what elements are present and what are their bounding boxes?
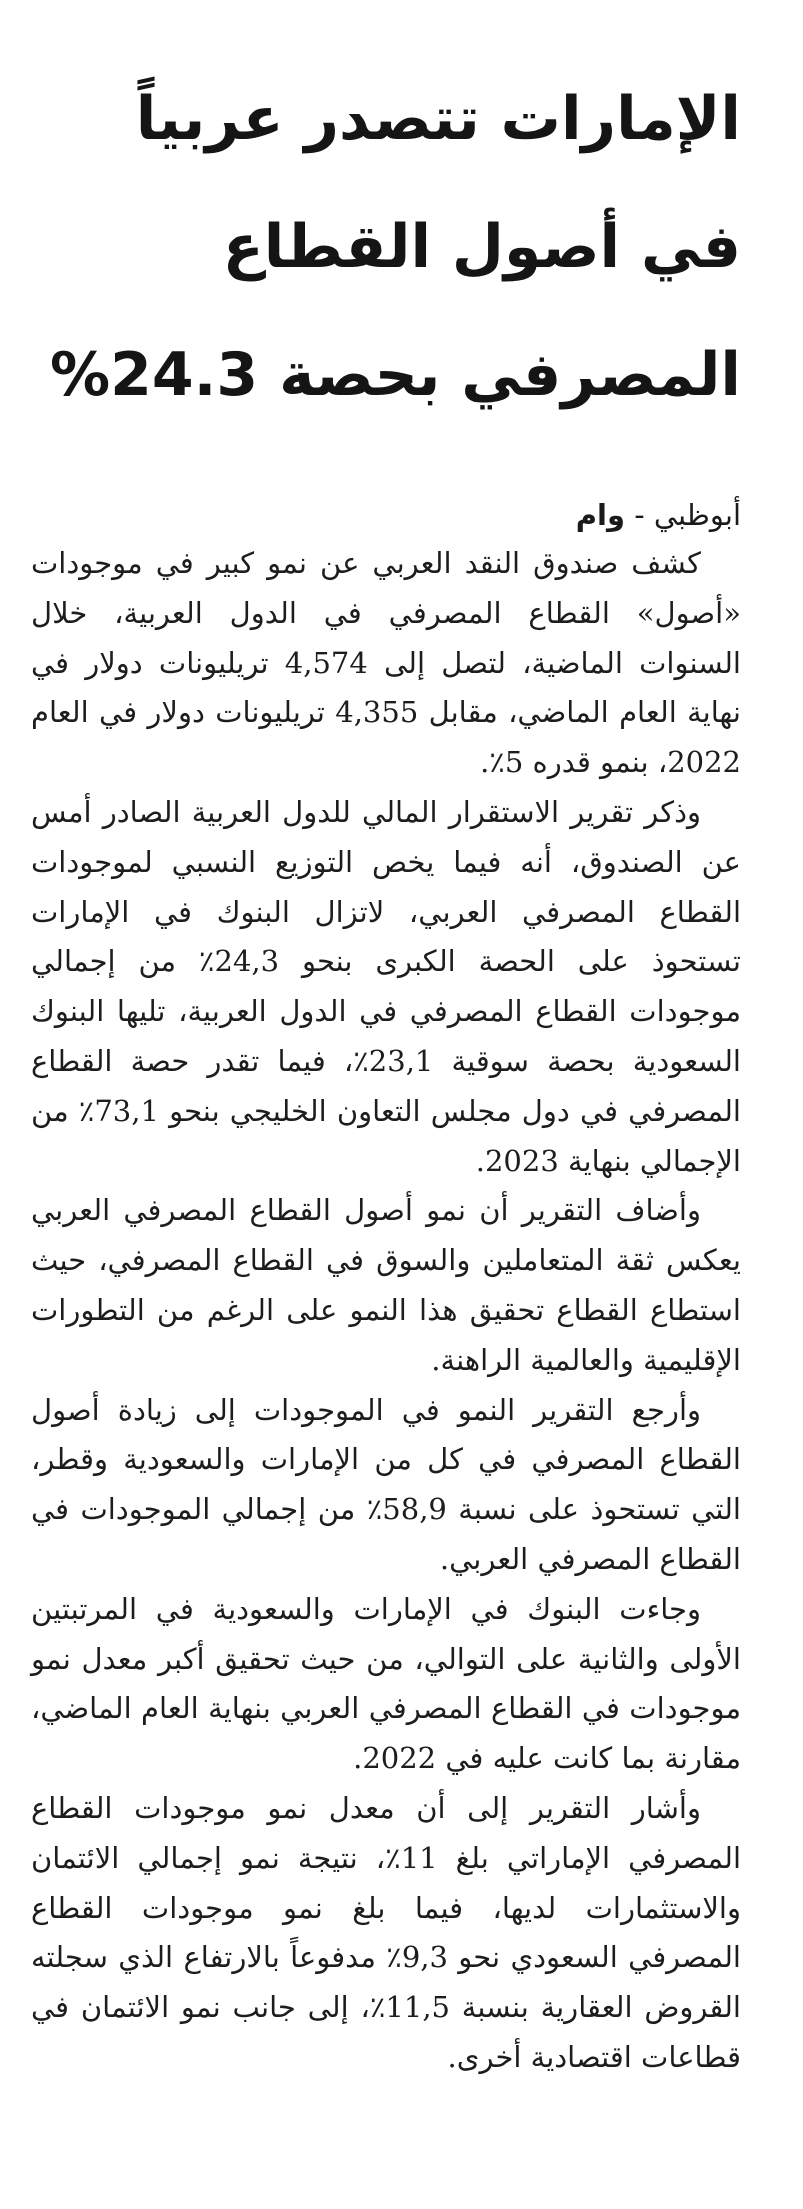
article-paragraph: وذكر تقرير الاستقرار المالي للدول العربية الصادر أمس عن الصندوق، أنه فيما يخص التوزيع النسبي لموجودات القطاع المصرفي العربي، لاتزال البنوك في الإمارات تستحوذ على الحصة الكبرى بنحو 24,3٪ من إجمالي موجودات القطاع المصرفي في الدول العربية، تليها البنوك السعودية بحصة سوقية 23,1٪، فيما تقدر حصة القطاع المصرفي في دول مجلس التعاون الخليجي بنحو 73,1٪ من الإجمالي بنهاية 2023. [31,794,741,1178]
article-paragraph: وأشار التقرير إلى أن معدل نمو موجودات القطاع المصرفي الإماراتي بلغ 11٪، نتيجة نمو إجمالي الائتمان والاستثمارات لديها، فيما بلغ نمو موجودات القطاع المصرفي السعودي نحو 9,3٪ مدفوعاً بالارتفاع الذي سجلته القروض العقارية بنسبة 11,5٪، إلى جانب نمو الائتمان في قطاعات اقتصادية أخرى. [31,1790,741,2074]
headline-line-2: في أصول القطاع [222,212,741,282]
article-paragraph: وأرجع التقرير النمو في الموجودات إلى زيادة أصول القطاع المصرفي في كل من الإمارات والسعودية وقطر، التي تستحوذ على نسبة 58,9٪ من إجمالي الموجودات في القطاع المصرفي العربي. [31,1392,741,1576]
article-body [31,539,741,2083]
headline-line-3: المصرفي بحصة 24.3% [50,340,741,410]
article-paragraph: كشف صندوق النقد العربي عن نمو كبير في موجودات «أصول» القطاع المصرفي في الدول العربية، خلال السنوات الماضية، لتصل إلى 4,574 تريليونات دولار في نهاية العام الماضي، مقابل 4,355 تريليونات دولار في العام 2022، بنمو قدره 5٪. [31,546,741,780]
news-article [31,55,741,2083]
article-headline [31,55,741,439]
byline-city: أبوظبي - [624,498,741,532]
article-paragraph: وجاءت البنوك في الإمارات والسعودية في المرتبتين الأولى والثانية على التوالي، من حيث تحقيق أكبر معدل نمو موجودات في القطاع المصرفي العربي بنهاية العام الماضي، مقارنة بما كانت عليه في 2022. [31,1591,741,1776]
byline-agency: وام [575,498,625,532]
headline-line-1: الإمارات تتصدر عربياً [135,84,741,154]
article-byline [31,491,741,539]
article-paragraph: وأضاف التقرير أن نمو أصول القطاع المصرفي العربي يعكس ثقة المتعاملين والسوق في القطاع المصرفي، حيث استطاع القطاع تحقيق هذا النمو على الرغم من التطورات الإقليمية والعالمية الراهنة. [31,1193,741,1377]
